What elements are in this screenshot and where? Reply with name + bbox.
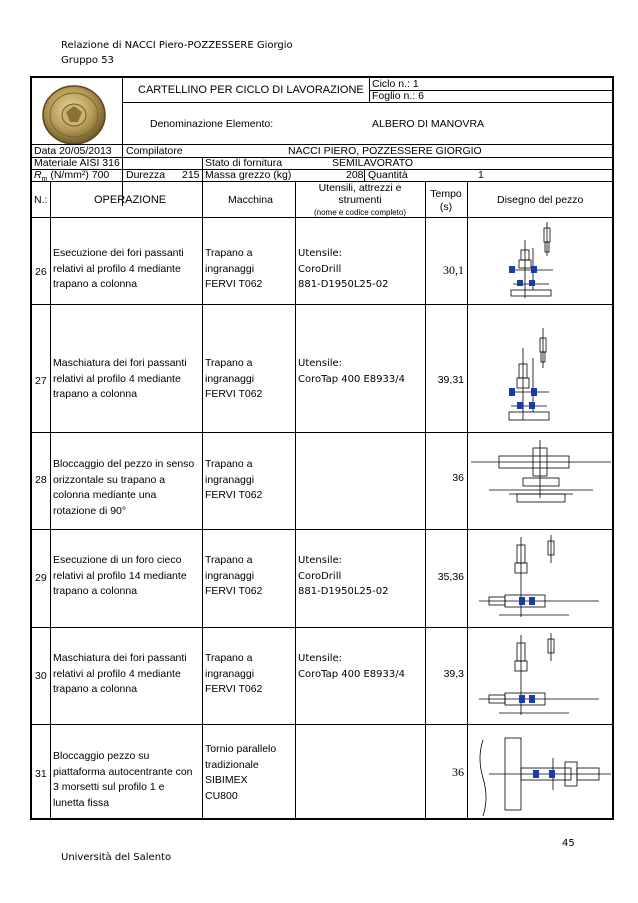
date-field: Data 20/05/2013: [34, 145, 112, 157]
row-number: 26: [35, 266, 47, 278]
durezza-label: Durezza: [126, 169, 166, 181]
col-header-utensili-sub: (nome e codice completo): [313, 208, 407, 217]
row-tool: Utensile: CoroTap 400 E8933/4: [298, 653, 405, 680]
horizontal-clamp-drawing: [469, 438, 613, 526]
card-title: CARTELLINO PER CICLO DI LAVORAZIONE: [138, 84, 364, 96]
col-header-operazione: OPERAZIONE: [94, 194, 167, 206]
row-machine: Trapano a ingranaggi FERVI T062: [205, 554, 263, 597]
compilatore-value: NACCI PIERO, POZZESSERE GIORGIO: [288, 145, 482, 157]
quantita-value: 1: [478, 169, 484, 181]
header-group: Gruppo 53: [61, 55, 114, 66]
row-number: 29: [35, 572, 47, 584]
row-time: 39,3: [443, 668, 464, 680]
header-authors: Relazione di NACCI Piero-POZZESSERE Giorgio: [61, 40, 293, 51]
process-card: [30, 76, 614, 820]
row-time: 30,1: [443, 263, 464, 277]
row-number: 30: [35, 670, 47, 682]
element-label: Denominazione Elemento:: [150, 118, 274, 130]
rm-field: [34, 169, 109, 186]
rm-rest: (N/mm²) 700: [47, 169, 110, 181]
stato-label: Stato di fornitura: [205, 157, 283, 169]
lathe-drawing: [469, 728, 613, 820]
university-seal: [38, 82, 110, 148]
col-header-disegno: Disegno del pezzo: [497, 194, 584, 206]
col-header-tempo: Tempo (s): [430, 188, 462, 213]
row-time: 36: [452, 765, 464, 779]
drill-drawing: [469, 308, 613, 430]
row-tool: Utensile: CoroDrill 881-D1950L25-02: [298, 248, 389, 290]
col-header-utensili: Utensili, attrezzi e strumenti: [318, 182, 402, 206]
drill-drawing: [469, 533, 613, 625]
row-machine: Trapano a ingranaggi FERVI T062: [205, 247, 263, 290]
massa-label: Massa grezzo (kg): [205, 169, 292, 181]
row-time: 35,36: [437, 571, 464, 583]
ciclo-number: Ciclo n.: 1: [372, 78, 419, 90]
col-header-macchina: Macchina: [228, 194, 273, 206]
element-value: ALBERO DI MANOVRA: [372, 118, 485, 130]
rm-symbol: R: [34, 169, 42, 181]
row-time: 39,31: [437, 374, 464, 386]
row-tool: Utensile: CoroDrill 881-D1950L25-02: [298, 555, 389, 597]
row-machine: Trapano a ingranaggi FERVI T062: [205, 357, 263, 400]
stato-value: SEMILAVORATO: [332, 157, 414, 169]
row-operation: Bloccaggio del pezzo in senso orizzontale su trapano a colonna mediante una rotazione di 90°: [53, 458, 195, 517]
row-number: 28: [35, 474, 47, 486]
row-operation: Esecuzione di un foro cieco relativi al profilo 14 mediante trapano a colonna: [53, 554, 187, 597]
compilatore-label: Compilatore: [126, 145, 183, 157]
row-machine: Trapano a ingranaggi FERVI T062: [205, 652, 263, 695]
row-operation: Maschiatura dei fori passanti relativi al profilo 4 mediante trapano a colonna: [53, 652, 187, 695]
row-number: 31: [35, 768, 47, 780]
massa-value: 208: [346, 169, 364, 181]
row-tool: Utensile: CoroTap 400 E8933/4: [298, 358, 405, 385]
drill-drawing: [469, 220, 613, 302]
row-number: 27: [35, 375, 47, 387]
col-header-n: N.:: [34, 194, 48, 206]
quantita-label: Quantità: [368, 169, 408, 181]
row-operation: Maschiatura dei fori passanti relativi al profilo 4 mediante trapano a colonna: [53, 357, 187, 400]
row-operation: Bloccaggio pezzo su piattaforma autocentrante con 3 morsetti sul profilo 1 e lunetta fissa: [53, 750, 193, 809]
rm-sub: m: [41, 176, 48, 184]
row-machine: Trapano a ingranaggi FERVI T062: [205, 458, 263, 501]
page-number: 45: [562, 838, 575, 849]
foglio-number: Foglio n.: 6: [372, 90, 424, 102]
row-time: 36: [452, 472, 464, 484]
footer-university: Università del Salento: [61, 852, 172, 863]
durezza-value: 215: [182, 169, 200, 181]
material-field: Materiale AISI 316: [34, 157, 120, 169]
drill-drawing: [469, 631, 613, 723]
row-operation: Esecuzione dei fori passanti relativi al profilo 4 mediante trapano a colonna: [53, 247, 184, 290]
page-header: [61, 38, 293, 68]
row-machine: Tornio parallelo tradizionale SIBIMEX CU800: [205, 743, 277, 802]
